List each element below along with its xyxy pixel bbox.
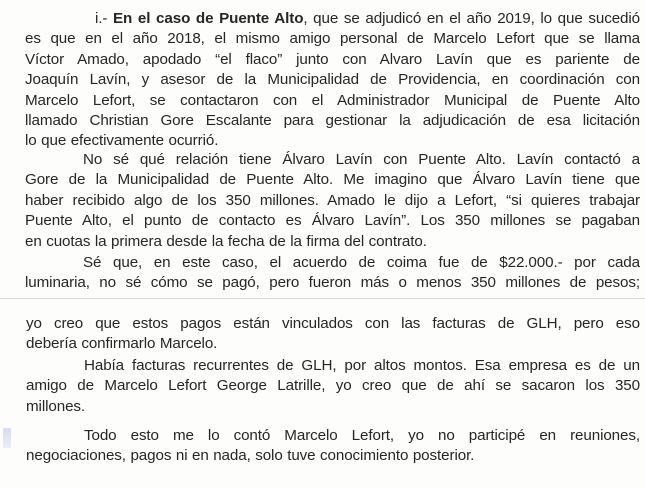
text-line: haber recibido algo de los 350 millones. Amado le dijo a Lefort, “si quieres trabajar	[25, 191, 640, 209]
text-line: amigo de Marcelo Lefort George Latrille, yo creo que de ahí se sacaron los 350	[26, 377, 640, 395]
text-line: es que en el año 2018, el mismo amigo personal de Marcelo Lefort que se llama	[25, 30, 640, 48]
text-line: millones.	[26, 397, 86, 415]
paragraph-conocimiento-posterior	[26, 426, 640, 467]
text-line: Gore de la Municipalidad de Puente Alto. Me imagino que Álvaro Lavín tiene que	[25, 171, 640, 189]
text-line: yo creo que estos pagos están vinculados con las facturas de GLH, pero eso	[26, 315, 640, 332]
scan-artifact	[3, 428, 11, 448]
page-break-divider	[0, 298, 645, 299]
text-line: Joaquín Lavín, y asesor de la Municipalidad de Providencia, en coordinación con	[25, 71, 640, 89]
section-prefix: i.-	[95, 10, 114, 27]
paragraph-acuerdo-coima	[25, 253, 640, 294]
text-run: , que se adjudicó en el año 2019, lo que sucedió	[303, 10, 640, 27]
text-line: luminaria, no sé cómo se pagó, pero fueron más o menos 350 millones de pesos;	[25, 274, 640, 292]
text-line: No sé qué relación tiene Álvaro Lavín con Puente Alto. Lavín contactó a	[83, 151, 640, 168]
text-line: Todo esto me lo contó Marcelo Lefort, yo no participé en reuniones,	[84, 427, 640, 444]
text-line	[25, 9, 640, 29]
text-line: lo que efectivamente ocurrió.	[25, 132, 219, 150]
paragraph-puente-alto	[25, 9, 640, 152]
text-line: llamado Christian Gore Escalante para gestionar la adjudicación de esa licitación	[25, 112, 640, 130]
section-heading: En el caso de Puente Alto	[113, 10, 304, 27]
paragraph-facturas-glh	[26, 314, 640, 355]
text-line: Puente Alto, el punto de contacto es Álvaro Lavín”. Los 350 millones se pagaban	[25, 212, 640, 230]
text-line: Sé que, en este caso, el acuerdo de coima fue de $22.000.- por cada	[83, 254, 640, 271]
text-line: en cuotas la primera desde la fecha de la firma del contrato.	[25, 232, 427, 250]
text-line: Víctor Amado, apodado “el flaco” junto con Alvaro Lavín que es pariente de	[25, 50, 640, 68]
text-line: Marcelo Lefort, se contactaron con el Administrador Municipal de Puente Alto	[25, 91, 640, 109]
text-line: Había facturas recurrentes de GLH, por altos montos. Esa empresa es de un	[84, 357, 640, 374]
text-line: debería confirmarlo Marcelo.	[26, 335, 218, 353]
paragraph-facturas-recurrentes	[26, 356, 640, 417]
paragraph-relacion-lavin	[25, 150, 640, 252]
text-line: negociaciones, pagos ni en nada, solo tuve conocimiento posterior.	[26, 447, 475, 465]
